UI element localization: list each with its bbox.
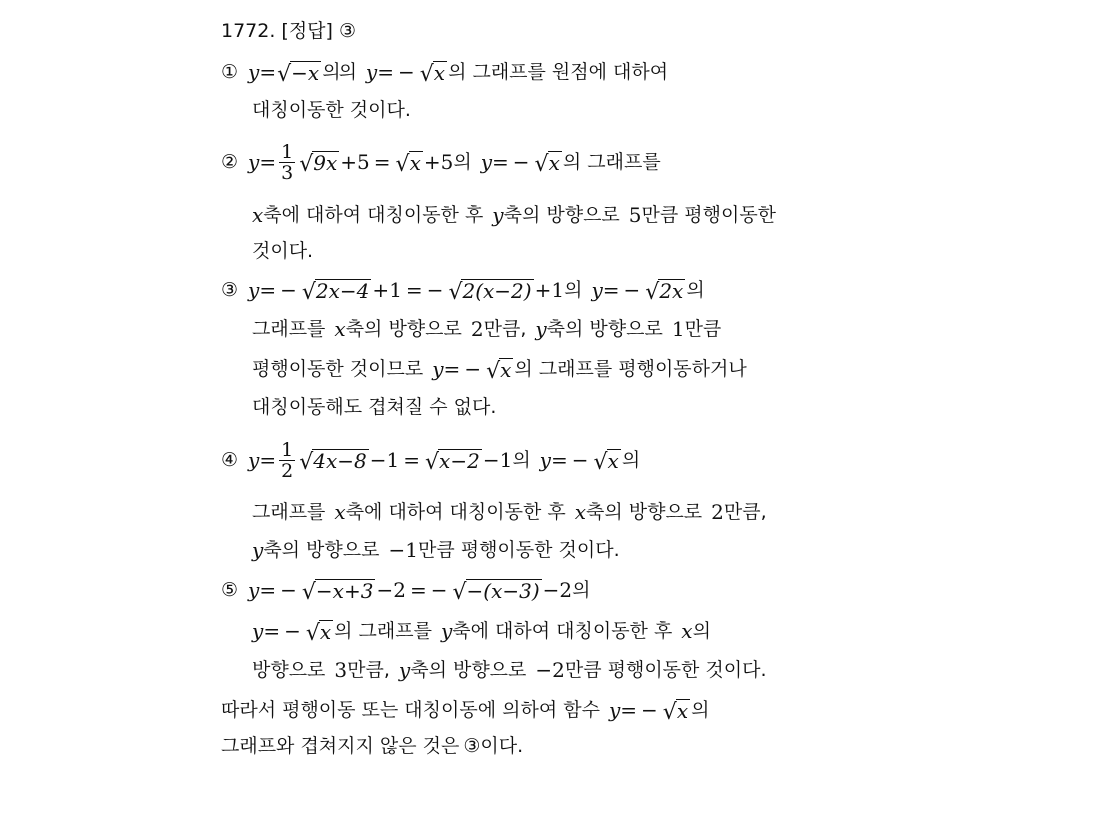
text: 축의 방향으로: [503, 204, 620, 226]
answer-label: [정답]: [281, 20, 333, 42]
sqrt: √ −x: [277, 60, 320, 87]
text: 따라서 평행이동 또는 대칭이동에 의하여 함수: [221, 699, 600, 721]
option-marker-1: ①: [221, 61, 239, 83]
text: 방향으로: [252, 659, 326, 681]
equation: y = − √ 2x−4 + 1 = − √ 2(x−2) + 1: [248, 278, 565, 305]
fraction: $\frac{1}{2}$: [281, 438, 294, 482]
text: 이다.: [480, 735, 524, 757]
text: 만큼 평행이동한: [641, 204, 777, 226]
option-3-line-3: [252, 356, 747, 382]
option-5-line-1: [221, 577, 591, 603]
equation: y = − √ x: [365, 60, 446, 87]
text: 대칭이동해도 겹쳐질 수 없다.: [252, 396, 497, 418]
problem-header: [221, 18, 356, 44]
problem-number: 1772.: [221, 20, 276, 42]
equation: y = − √ 2x: [591, 278, 684, 305]
text: 의: [691, 699, 710, 721]
option-4-line-1: [221, 435, 640, 485]
text: 그래프를: [252, 318, 326, 340]
option-2-line-1: [221, 137, 661, 187]
option-4-line-3: y 축의 방향으로 −1 만큼 평행이동한 것이다.: [252, 538, 620, 562]
text: 만큼,: [483, 318, 527, 340]
text: 의: [621, 449, 641, 471]
conclusion-line-1: [221, 697, 709, 723]
text: 의: [453, 151, 472, 173]
equation: y = − √ x: [480, 150, 560, 177]
option-marker-5: ⑤: [221, 579, 239, 601]
final-answer-marker: ③: [463, 735, 481, 757]
option-1-line-2: [252, 97, 411, 123]
text: 의 그래프를 평행이동하거나: [514, 358, 747, 380]
option-marker-2: ②: [221, 151, 239, 173]
text: 대칭이동한 것이다.: [252, 99, 411, 121]
option-3-line-4: [252, 394, 496, 420]
text: 그래프를: [252, 501, 326, 523]
text: 축에 대하여 대칭이동한 후: [263, 204, 484, 226]
option-marker-4: ④: [221, 449, 239, 471]
text: 의 그래프를: [334, 620, 432, 642]
option-3-line-2: 그래프를 x 축의 방향으로 2 만큼, y 축의 방향으로 1 만큼: [252, 317, 722, 341]
option-5-line-2: y = − √ x 의 그래프를 y 축에 대하여 대칭이동한 후 x 의: [252, 619, 711, 646]
option-1-line-1: ① y = √ −x 의 의 y = − √ x 의 그래프를 원점에 대하여: [221, 60, 669, 87]
text: 축에 대하여 대칭이동한 후: [452, 620, 673, 642]
option-3-line-1: [221, 277, 705, 303]
answer-value: ③: [338, 20, 356, 42]
text: 의 그래프를 원점에 대하여: [448, 61, 669, 83]
equation: y = √ −x: [248, 60, 320, 87]
text: 축의 방향으로: [586, 501, 703, 523]
text: 의: [338, 61, 357, 83]
option-2-line-2: x 축에 대하여 대칭이동한 후 y 축의 방향으로 5 만큼 평행이동한: [252, 203, 777, 227]
option-5-line-3: 방향으로 3 만큼, y 축의 방향으로 −2 만큼 평행이동한 것이다.: [252, 658, 767, 682]
text: 만큼 평행이동한 것이다.: [564, 659, 767, 681]
equation: y = − √ x: [608, 698, 689, 725]
text: 만큼,: [347, 659, 390, 681]
equation: y = − √ x: [252, 619, 332, 646]
text: 축의 방향으로: [410, 659, 527, 681]
option-4-line-2: 그래프를 x 축에 대하여 대칭이동한 후 x 축의 방향으로 2 만큼,: [252, 500, 767, 524]
text: 의: [564, 279, 583, 301]
text: 만큼 평행이동한 것이다.: [417, 539, 620, 561]
fraction: $\frac{1}{3}$: [281, 140, 294, 184]
text: 의 그래프를: [562, 151, 661, 173]
text: 축의 방향으로: [263, 539, 380, 561]
text: 의: [572, 579, 591, 601]
option-2-line-3: [252, 238, 313, 264]
equation: y = − √ x: [432, 357, 512, 384]
equation: y = $\frac{1}{2}$ √ 4x−8 − 1 = √ x−2 − 1: [248, 438, 513, 482]
text: 것이다.: [252, 240, 314, 262]
equation: y = $\frac{1}{3}$ √ 9x + 5 = √ x + 5: [248, 140, 454, 184]
text: 만큼: [684, 318, 722, 340]
text: 축의 방향으로: [345, 318, 462, 340]
text: 평행이동한 것이므로: [252, 358, 424, 380]
text: 그래프와 겹쳐지지 않은 것은: [221, 735, 460, 757]
text: 축의 방향으로: [546, 318, 663, 340]
text: 의: [512, 449, 531, 471]
conclusion-line-2: [221, 733, 523, 759]
equation: y = − √ −x+3 − 2 = − √ −(x−3) − 2: [248, 578, 573, 605]
option-marker-3: ③: [221, 279, 239, 301]
text: 만큼,: [723, 501, 767, 523]
text: 의: [692, 620, 711, 642]
equation: y = − √ x: [539, 448, 619, 475]
text: 의: [686, 279, 705, 301]
text: 축에 대하여 대칭이동한 후: [345, 501, 566, 523]
